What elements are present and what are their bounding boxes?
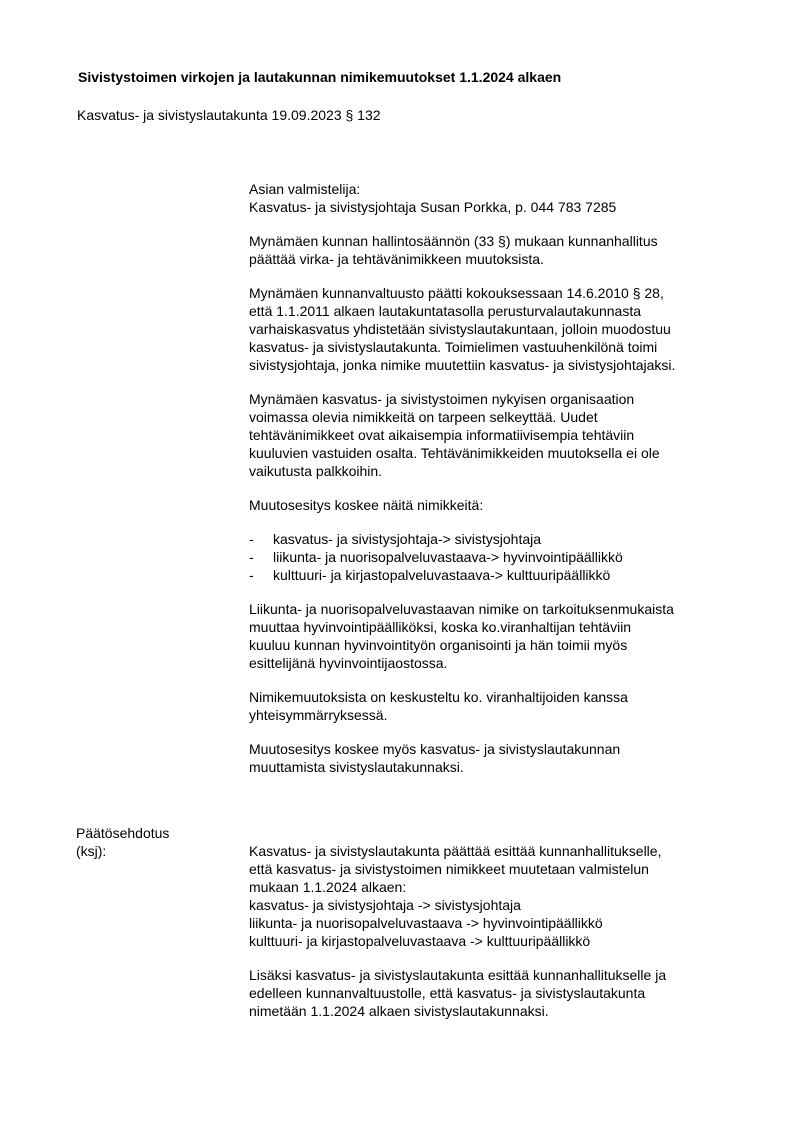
text-line: varhaiskasvatus yhdistetään sivistyslautakuntaan, jolloin muodostuu xyxy=(249,321,671,337)
text-line: Muutosesitys koskee myös kasvatus- ja sivistyslautakunnan xyxy=(249,741,621,757)
text-line: sivistysjohtaja, jonka nimike muutettiin kasvatus- ja sivistysjohtajaksi. xyxy=(249,357,676,373)
paragraph-board-rename xyxy=(249,740,749,776)
bullet-dash: - xyxy=(249,567,254,583)
bullet-dash: - xyxy=(249,531,254,547)
paragraph-wellbeing xyxy=(249,600,749,672)
text-line: Nimikemuutoksista on keskusteltu ko. viranhaltijoiden kanssa xyxy=(249,689,628,705)
text-line: kasvatus- ja sivistyslautakunta. Toimielimen vastuuhenkilönä toimi xyxy=(249,339,658,355)
text-line: mukaan 1.1.2024 alkaen: xyxy=(249,879,407,895)
text-line: yhteisymmärryksessä. xyxy=(249,707,388,723)
paragraph-rationale xyxy=(249,390,749,480)
proposal-label-line: Päätösehdotus xyxy=(76,825,170,841)
text-line: Liikunta- ja nuorisopalveluvastaavan nimike on tarkoituksenmukaista xyxy=(249,601,674,617)
text-line: Mynämäen kunnanvaltuusto päätti kokouksessaan 14.6.2010 § 28, xyxy=(249,285,664,301)
paragraph-scope xyxy=(249,496,749,514)
preparer-name: Kasvatus- ja sivistysjohtaja Susan Porkka, p. 044 783 7285 xyxy=(249,199,617,215)
text-line: tehtävänimikkeet ovat aikaisempia informatiivisempia tehtäviin xyxy=(249,427,635,443)
text-line: liikunta- ja nuorisopalveluvastaava -> hyvinvointipäällikkö xyxy=(249,915,603,931)
proposal-label-line: (ksj): xyxy=(76,843,107,859)
document-title: Sivistystoimen virkojen ja lautakunnan nimikemuutokset 1.1.2024 alkaen xyxy=(78,69,562,85)
paragraph-consultation xyxy=(249,688,749,724)
text-line: edelleen kunnanvaltuustolle, että kasvatus- ja sivistyslautakunta xyxy=(249,985,646,1001)
list-item-text: kulttuuri- ja kirjastopalveluvastaava-> kulttuuripäällikkö xyxy=(273,567,611,583)
proposal-label xyxy=(76,824,169,860)
text-line: Kasvatus- ja sivistyslautakunta päättää esittää kunnanhallitukselle, xyxy=(249,843,662,859)
list-item xyxy=(249,530,749,548)
preparer-block xyxy=(249,180,749,216)
bullet-dash: - xyxy=(249,549,254,565)
list-item-text: kasvatus- ja sivistysjohtaja-> sivistysjohtaja xyxy=(273,531,542,547)
decision-paragraph-titles xyxy=(249,842,749,950)
text-line: että kasvatus- ja sivistystoimen nimikkeet muutetaan valmistelun xyxy=(249,861,649,877)
decision-paragraph-board xyxy=(249,966,749,1020)
text-line: Mynämäen kunnan hallintosäännön (33 §) mukaan kunnanhallitus xyxy=(249,233,658,249)
text-line: kuuluvien vastuiden osalta. Tehtävänimikkeiden muutoksella ei ole xyxy=(249,445,660,461)
text-line: Muutosesitys koskee näitä nimikkeitä: xyxy=(249,497,484,513)
text-line: päättää virka- ja tehtävänimikkeen muutoksista. xyxy=(249,251,544,267)
text-line: että 1.1.2011 alkaen lautakuntatasolla perusturvalautakunnasta xyxy=(249,303,642,319)
list-item xyxy=(249,548,749,566)
paragraph-history xyxy=(249,284,749,374)
text-line: vaikutusta palkkoihin. xyxy=(249,463,383,479)
title-change-list xyxy=(249,530,749,584)
meeting-reference: Kasvatus- ja sivistyslautakunta 19.09.2023 § 132 xyxy=(77,107,381,123)
preparation-section xyxy=(249,180,749,792)
text-line: kulttuuri- ja kirjastopalveluvastaava -> kulttuuripäällikkö xyxy=(249,933,591,949)
text-line: kuuluu kunnan hyvinvointityön organisointi ja hän toimii myös xyxy=(249,637,628,653)
preparer-label: Asian valmistelija: xyxy=(249,181,361,197)
text-line: kasvatus- ja sivistysjohtaja -> sivistysjohtaja xyxy=(249,897,521,913)
list-item-text: liikunta- ja nuorisopalveluvastaava-> hyvinvointipäällikkö xyxy=(273,549,623,565)
text-line: nimetään 1.1.2024 alkaen sivistyslautakunnaksi. xyxy=(249,1003,549,1019)
text-line: voimassa olevia nimikkeitä on tarpeen selkeyttää. Uudet xyxy=(249,409,598,425)
paragraph-regulation xyxy=(249,232,749,268)
list-item xyxy=(249,566,749,584)
text-line: Lisäksi kasvatus- ja sivistyslautakunta esittää kunnanhallitukselle ja xyxy=(249,967,667,983)
decision-proposal xyxy=(249,842,749,1036)
text-line: esittelijänä hyvinvointijaostossa. xyxy=(249,655,448,671)
text-line: muuttaa hyvinvointipäälliköksi, koska ko.viranhaltijan tehtäviin xyxy=(249,619,632,635)
text-line: muuttamista sivistyslautakunnaksi. xyxy=(249,759,464,775)
text-line: Mynämäen kasvatus- ja sivistystoimen nykyisen organisaation xyxy=(249,391,635,407)
